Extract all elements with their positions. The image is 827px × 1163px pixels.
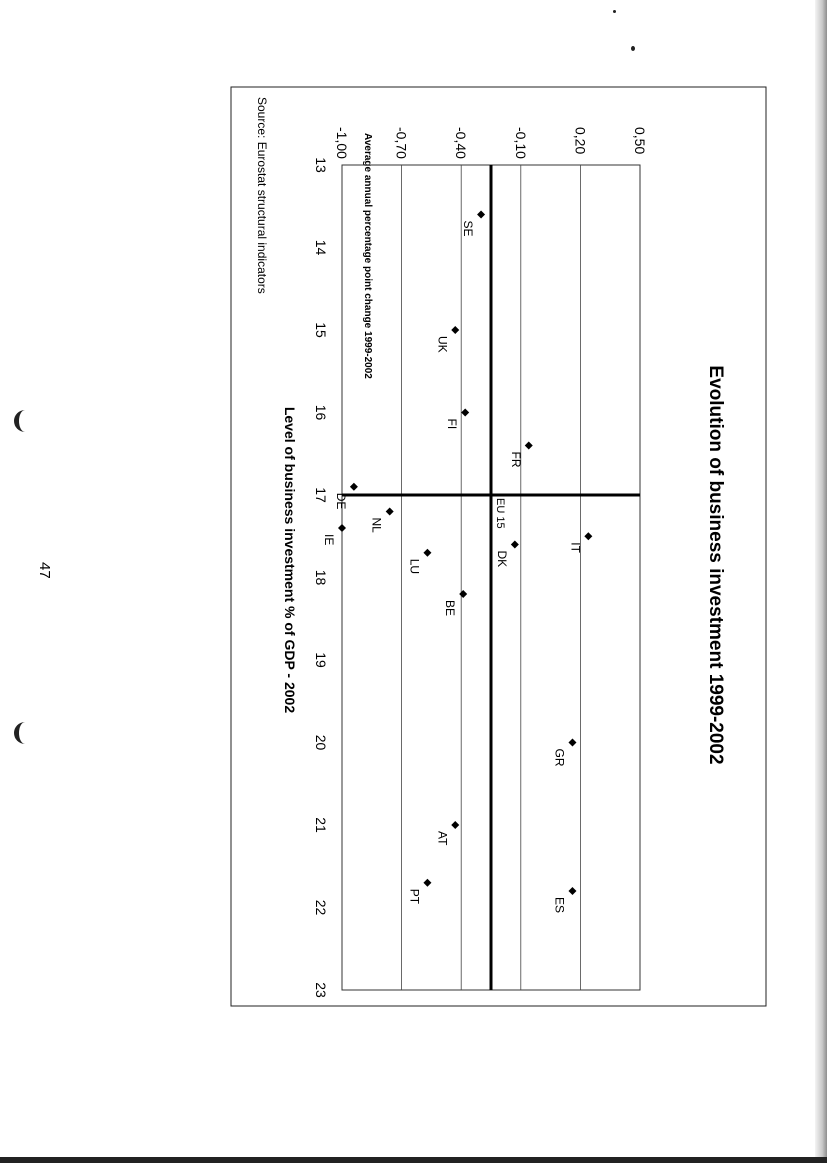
data-point-marker [477,211,485,219]
data-point-marker [525,442,533,450]
data-point-label: FR [508,451,523,468]
x-tick-label: 23 [313,982,329,998]
y-axis-label: Average annual percentage point change 1999-2002 [362,133,373,379]
data-point-marker [350,483,358,491]
y-tick-label: 0,50 [632,127,648,155]
x-tick-label: 20 [313,734,329,751]
data-point-label: FI [445,418,460,430]
x-tick-label: 15 [313,322,329,338]
x-tick-label: 13 [313,157,329,173]
x-tick-label: 22 [313,899,329,916]
chart-rotated-group [255,97,726,998]
x-tick-label: 19 [313,652,329,668]
data-point-marker [386,508,394,516]
data-point-marker [461,409,469,417]
data-point-label: DE [333,492,348,510]
x-axis-label: Level of business investment % of GDP - 2002 [282,406,298,714]
data-point-label: DK [494,550,509,568]
data-point-marker [511,541,519,549]
data-point-label: IE [322,534,336,546]
eu15-reference-lines [342,165,640,990]
y-tick-label: -0,40 [453,127,470,159]
y-tick-label: 0,20 [572,127,589,155]
data-point-label: UK [435,336,450,353]
y-tick-label: -0,70 [393,127,410,159]
data-point-label: ES [552,897,567,914]
data-point-label: PT [407,888,422,905]
x-tick-label: 21 [313,817,329,833]
data-point-label: GR [552,748,567,767]
x-tick-label: 17 [313,487,329,503]
chart-frame [231,87,766,1006]
data-point-marker [568,739,576,747]
data-point-marker [568,887,576,895]
data-point-marker [338,524,346,532]
y-tick-label: -1,00 [334,127,350,159]
page-number: 47 [36,562,53,579]
x-tick-label: 16 [313,404,329,421]
data-point-label: AT [435,831,450,846]
data-point-marker [451,326,459,334]
data-point-marker [584,532,592,540]
data-point-marker [423,549,431,557]
data-point-label: BE [443,600,458,617]
data-point-label: SE [461,220,476,237]
data-point-label: NL [369,517,384,533]
eu15-label: EU 15 [494,498,506,529]
data-point-marker [451,821,459,829]
x-tick-label: 14 [313,239,329,256]
data-point-label: IT [568,542,583,553]
chart-title: Evolution of business investment 1999-2002 [705,365,726,765]
data-point-marker [459,590,467,598]
y-tick-label: -0,10 [512,127,529,159]
x-tick-label: 18 [313,569,329,586]
data-point-label: LU [407,558,422,575]
data-point-marker [423,879,431,887]
source-note: Source: Eurostat structural indicators [255,97,269,294]
